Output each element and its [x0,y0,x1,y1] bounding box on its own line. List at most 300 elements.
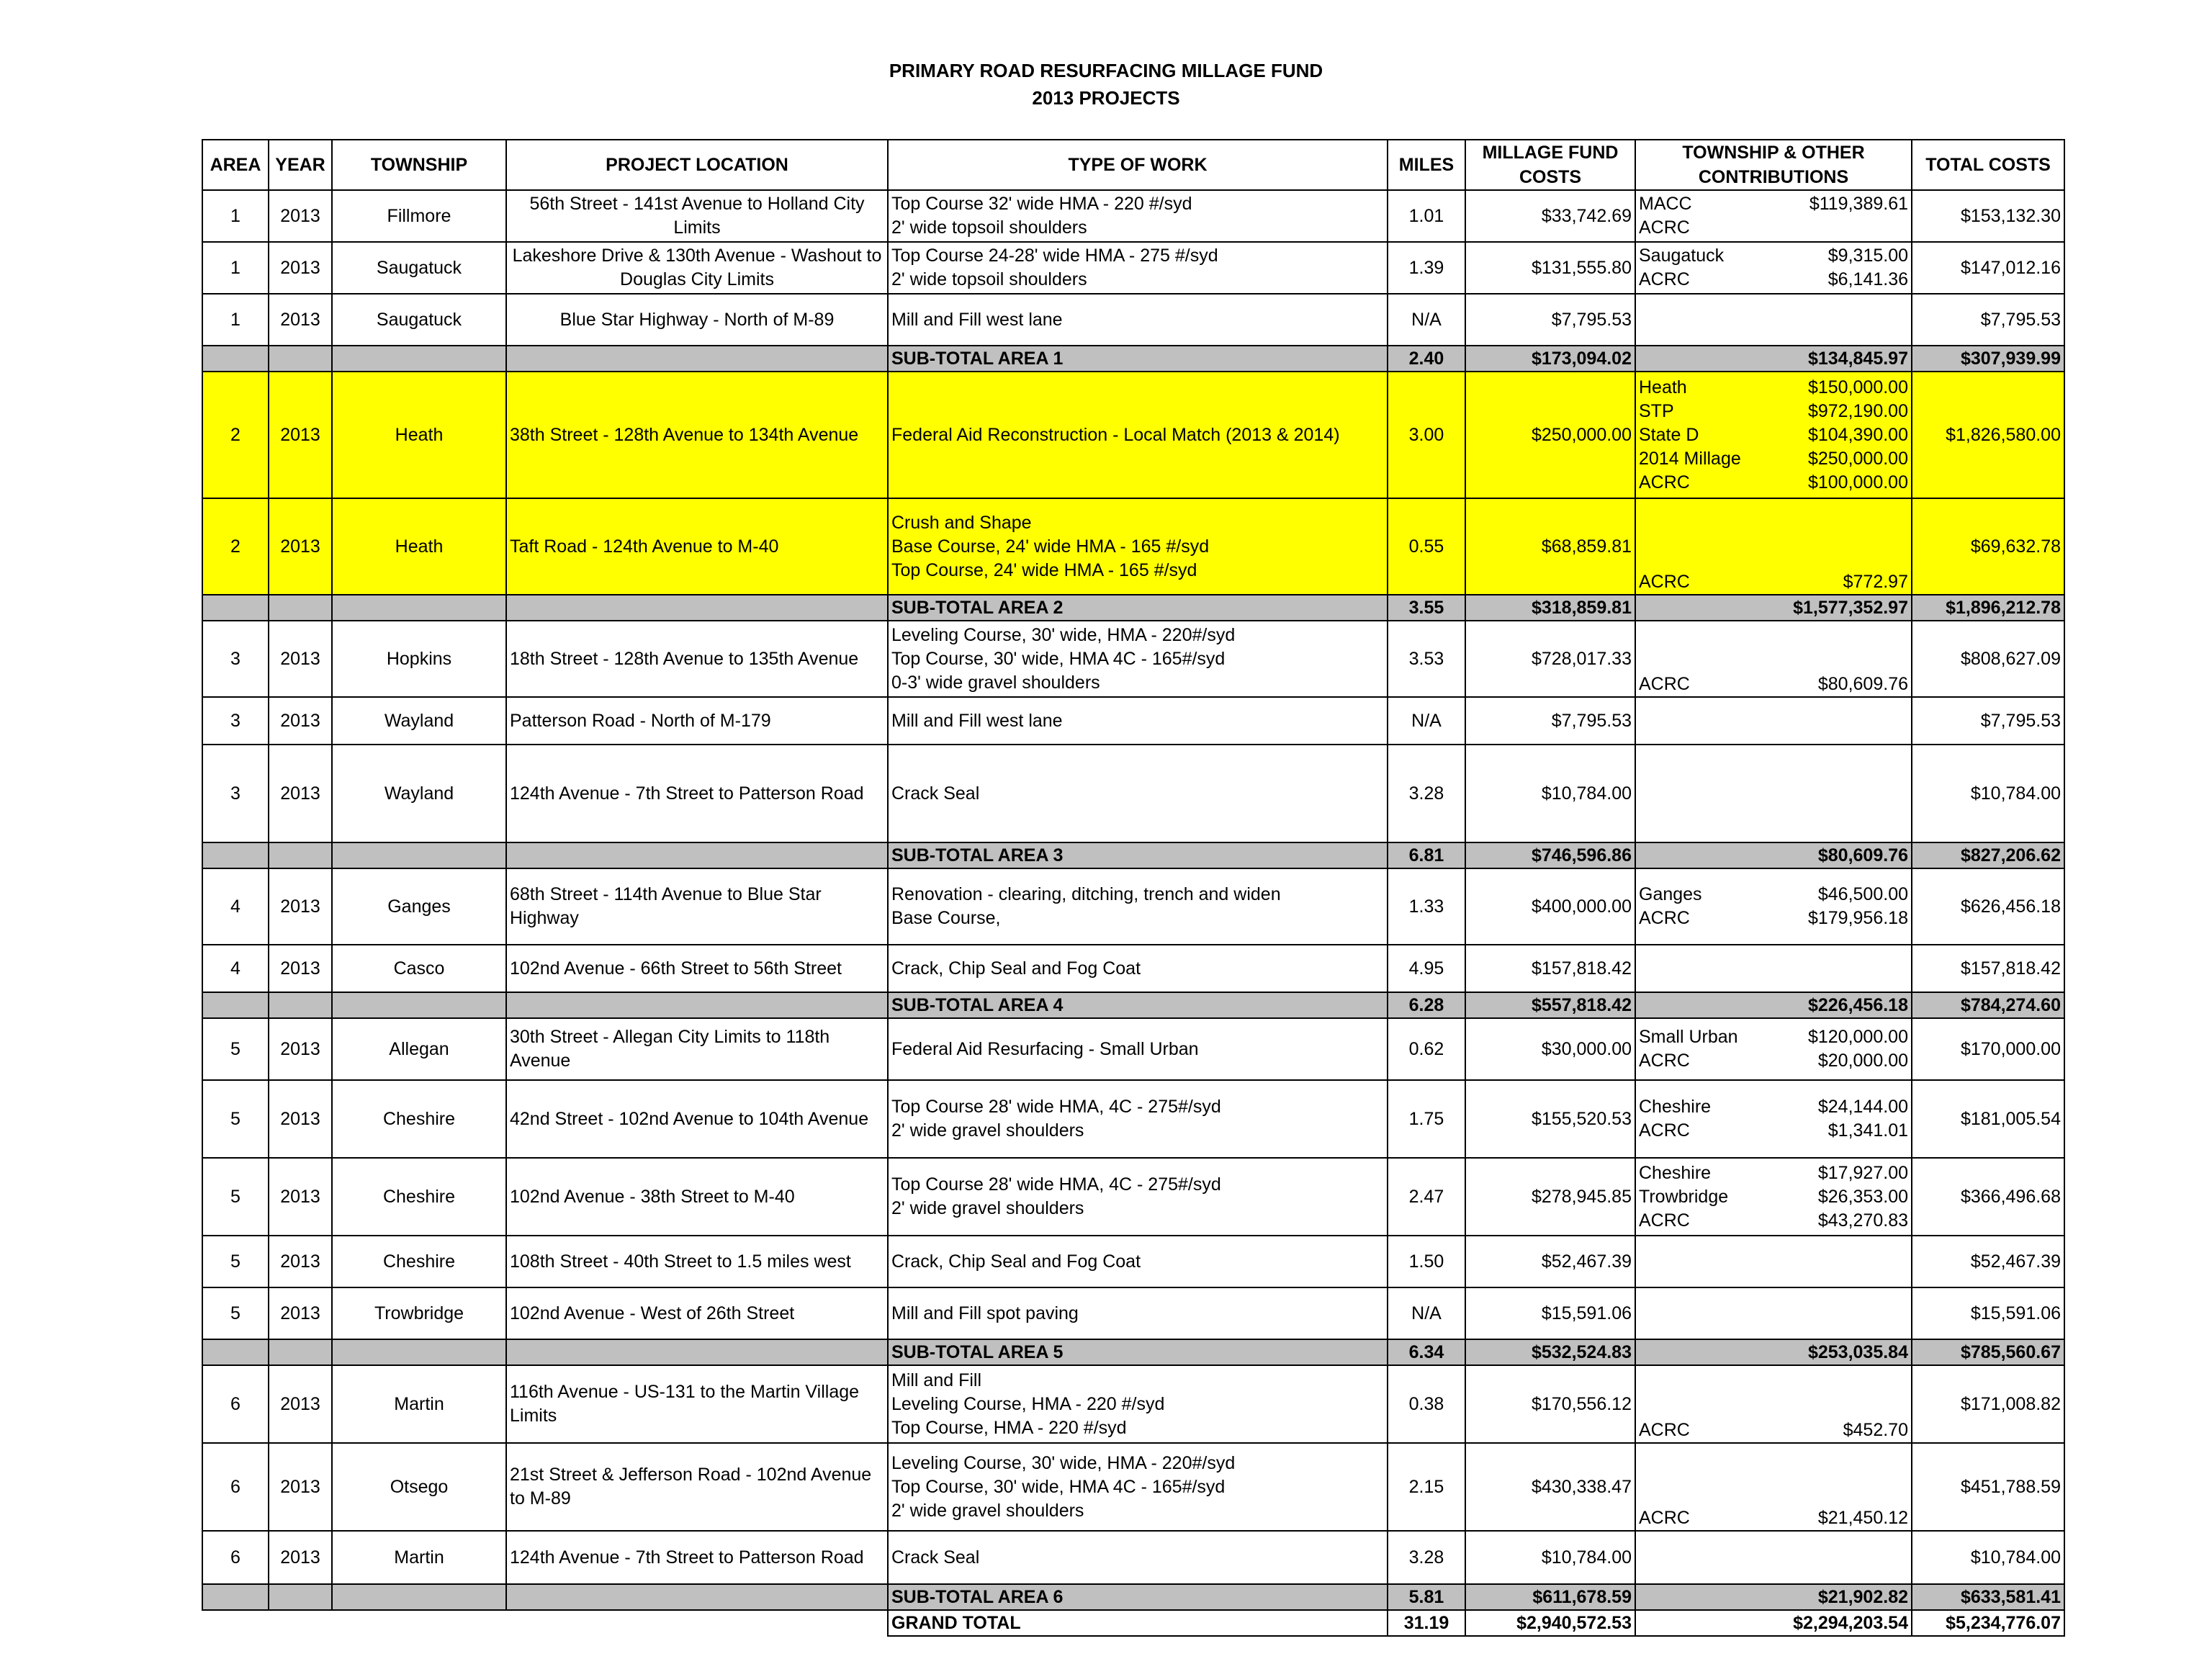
table-header-row [202,140,2064,190]
miles-cell: 1.33 [1388,868,1465,945]
project-row [202,372,2064,498]
empty-cell [506,842,888,868]
total-cost-cell: $1,826,580.00 [1912,372,2064,498]
work-line: Crack, Chip Seal and Fog Coat [891,1251,1141,1272]
miles-cell: 0.62 [1388,1018,1465,1080]
millage-cost-cell: $15,591.06 [1465,1287,1635,1339]
work-line: Crush and Shape [891,512,1032,533]
contribution-amount: $21,450.12 [1817,1508,1908,1528]
work-line: Leveling Course, 30' wide, HMA - 220#/syd [891,1452,1236,1473]
type-of-work-cell [888,498,1388,595]
millage-cost-cell: $68,859.81 [1465,498,1635,595]
contribution-amount: $772.97 [1843,572,1908,592]
contributor-name: ACRC [1639,217,1690,238]
year-cell: 2013 [269,190,332,242]
contributor-name: ACRC [1639,1210,1690,1231]
miles-cell: 0.55 [1388,498,1465,595]
type-of-work-cell [888,621,1388,697]
subtotal-row [202,1584,2064,1610]
work-line: Top Course, 24' wide HMA - 165 #/syd [891,559,1197,580]
subtotal-total: $827,206.62 [1912,842,2064,868]
contributions-cell [1635,372,1912,498]
subtotal-label: SUB-TOTAL AREA 2 [888,595,1388,621]
township-cell: Cheshire [332,1236,506,1287]
township-cell: Martin [332,1531,506,1584]
contribution-amount: $20,000.00 [1817,1051,1908,1071]
area-cell: 1 [202,242,269,294]
total-cost-cell: $15,591.06 [1912,1287,2064,1339]
subtotal-label: SUB-TOTAL AREA 5 [888,1339,1388,1365]
header-project-location: PROJECT LOCATION [506,140,888,190]
project-row [202,1236,2064,1287]
empty-cell [202,842,269,868]
miles-cell: N/A [1388,294,1465,346]
header-millage-line2: COSTS [1519,167,1582,187]
work-line: 2' wide gravel shoulders [891,1500,1084,1521]
work-line: 2' wide gravel shoulders [891,1198,1084,1218]
work-line: Top Course 28' wide HMA, 4C - 275#/syd [891,1097,1221,1117]
project-location-cell: Lakeshore Drive & 130th Avenue - Washout to Douglas City Limits [506,242,888,294]
millage-cost-cell: $400,000.00 [1465,868,1635,945]
project-location-cell: 116th Avenue - US-131 to the Martin Village Limits [506,1365,888,1443]
work-line: 2' wide topsoil shoulders [891,217,1087,238]
millage-cost-cell: $33,742.69 [1465,190,1635,242]
total-cost-cell: $626,456.18 [1912,868,2064,945]
subtotal-total: $785,560.67 [1912,1339,2064,1365]
total-cost-cell: $153,132.30 [1912,190,2064,242]
work-line: Top Course 28' wide HMA, 4C - 275#/syd [891,1174,1221,1195]
work-line: Top Course, 30' wide, HMA 4C - 165#/syd [891,1476,1226,1497]
contribution-line [1639,883,1908,907]
work-line: Federal Aid Resurfacing - Small Urban [891,1038,1199,1059]
contributor-name: Small Urban [1639,1027,1738,1047]
grand-total-costs: $5,234,776.07 [1912,1610,2064,1636]
project-location-cell: Blue Star Highway - North of M-89 [506,294,888,346]
contribution-amount: $179,956.18 [1807,908,1908,928]
subtotal-label: SUB-TOTAL AREA 1 [888,346,1388,372]
area-cell: 5 [202,1236,269,1287]
township-cell: Allegan [332,1018,506,1080]
miles-cell: 3.00 [1388,372,1465,498]
header-millage-line1: MILLAGE FUND [1482,143,1619,163]
subtotal-total: $633,581.41 [1912,1584,2064,1610]
contributor-name: ACRC [1639,1051,1690,1071]
project-row [202,294,2064,346]
subtotal-contributions: $134,845.97 [1635,346,1912,372]
empty-cell [506,595,888,621]
subtotal-miles: 5.81 [1388,1584,1465,1610]
empty-cell [332,1339,506,1365]
total-cost-cell: $808,627.09 [1912,621,2064,697]
area-cell: 6 [202,1531,269,1584]
miles-cell: 1.50 [1388,1236,1465,1287]
contributor-name: 2014 Millage [1639,448,1741,469]
contributions-cell [1635,697,1912,745]
contribution-amount: $43,270.83 [1817,1210,1908,1231]
header-type-of-work: TYPE OF WORK [888,140,1388,190]
contribution-line [1639,471,1908,495]
millage-cost-cell: $7,795.53 [1465,294,1635,346]
project-location-cell: Patterson Road - North of M-179 [506,697,888,745]
contributor-name: Ganges [1639,884,1702,904]
contributor-name: ACRC [1639,1420,1690,1440]
empty-cell [269,1339,332,1365]
total-cost-cell: $7,795.53 [1912,697,2064,745]
millage-cost-cell: $7,795.53 [1465,697,1635,745]
area-cell: 2 [202,372,269,498]
project-row [202,498,2064,595]
total-cost-cell: $147,012.16 [1912,242,2064,294]
project-row [202,868,2064,945]
empty-cell [269,992,332,1018]
empty-cell [332,1584,506,1610]
total-cost-cell: $7,795.53 [1912,294,2064,346]
grand-total-label: GRAND TOTAL [888,1610,1388,1636]
miles-cell: 3.28 [1388,1531,1465,1584]
year-cell: 2013 [269,498,332,595]
contribution-amount: $17,927.00 [1817,1162,1908,1183]
header-contrib-line1: TOWNSHIP & OTHER [1682,143,1865,163]
millage-cost-cell: $52,467.39 [1465,1236,1635,1287]
area-cell: 6 [202,1365,269,1443]
project-location-cell: 18th Street - 128th Avenue to 135th Avenue [506,621,888,697]
contribution-line [1639,192,1908,216]
project-location-cell: 30th Street - Allegan City Limits to 118th Avenue [506,1018,888,1080]
millage-cost-cell: $170,556.12 [1465,1365,1635,1443]
year-cell: 2013 [269,1287,332,1339]
header-township: TOWNSHIP [332,140,506,190]
millage-cost-cell: $10,784.00 [1465,745,1635,842]
area-cell: 5 [202,1080,269,1158]
type-of-work-cell [888,697,1388,745]
miles-cell: 0.38 [1388,1365,1465,1443]
contributor-name: ACRC [1639,472,1690,493]
year-cell: 2013 [269,1018,332,1080]
contributions-cell [1635,1080,1912,1158]
type-of-work-cell [888,242,1388,294]
empty-cell [202,346,269,372]
work-line: 0-3' wide gravel shoulders [891,672,1100,693]
township-cell: Wayland [332,697,506,745]
contribution-line [1639,1025,1908,1049]
document-title: PRIMARY ROAD RESURFACING MILLAGE FUND [889,60,1323,81]
empty-cell [269,595,332,621]
millage-cost-cell: $728,017.33 [1465,621,1635,697]
type-of-work-cell [888,294,1388,346]
year-cell: 2013 [269,1080,332,1158]
project-location-cell: Taft Road - 124th Avenue to M-40 [506,498,888,595]
subtotal-row [202,595,2064,621]
grand-total-millage: $2,940,572.53 [1465,1610,1635,1636]
project-row [202,190,2064,242]
contribution-line [1639,1161,1908,1185]
work-line: Crack Seal [891,783,980,804]
contributor-name: ACRC [1639,572,1690,592]
contributor-name: ACRC [1639,1120,1690,1141]
subtotal-contributions: $253,035.84 [1635,1339,1912,1365]
table-body [202,190,2064,1636]
project-location-cell: 21st Street & Jefferson Road - 102nd Avenue to M-89 [506,1443,888,1531]
township-cell: Hopkins [332,621,506,697]
millage-cost-cell: $430,338.47 [1465,1443,1635,1531]
contributions-cell [1635,1018,1912,1080]
total-cost-cell: $451,788.59 [1912,1443,2064,1531]
empty-cell [332,595,506,621]
project-row [202,1018,2064,1080]
type-of-work-cell [888,190,1388,242]
contributor-name: ACRC [1639,1508,1690,1528]
project-row [202,1080,2064,1158]
subtotal-miles: 6.34 [1388,1339,1465,1365]
contribution-amount: $104,390.00 [1807,424,1908,445]
contributions-cell [1635,242,1912,294]
contributions-cell [1635,621,1912,697]
type-of-work-cell [888,1365,1388,1443]
contributor-name: MACC [1639,194,1692,214]
empty-cell [506,1339,888,1365]
township-cell: Casco [332,945,506,992]
township-cell: Wayland [332,745,506,842]
header-millage-fund-costs [1465,140,1635,190]
total-cost-cell: $52,467.39 [1912,1236,2064,1287]
area-cell: 5 [202,1158,269,1236]
grand-total-contributions: $2,294,203.54 [1635,1610,1912,1636]
project-location-cell: 102nd Avenue - 66th Street to 56th Street [506,945,888,992]
type-of-work-cell [888,1158,1388,1236]
area-cell: 6 [202,1443,269,1531]
project-location-cell: 124th Avenue - 7th Street to Patterson Road [506,745,888,842]
contribution-amount: $120,000.00 [1807,1027,1908,1047]
contribution-line [1639,673,1908,696]
work-line: Renovation - clearing, ditching, trench and widen [891,884,1281,904]
year-cell: 2013 [269,1443,332,1531]
project-location-cell: 124th Avenue - 7th Street to Patterson Road [506,1531,888,1584]
total-cost-cell: $181,005.54 [1912,1080,2064,1158]
area-cell: 4 [202,945,269,992]
contribution-line [1639,244,1908,268]
contribution-line [1639,1506,1908,1530]
contributions-cell [1635,1158,1912,1236]
area-cell: 1 [202,190,269,242]
header-area: AREA [202,140,269,190]
subtotal-millage: $611,678.59 [1465,1584,1635,1610]
total-cost-cell: $366,496.68 [1912,1158,2064,1236]
work-line: Mill and Fill spot paving [891,1303,1079,1323]
subtotal-row [202,992,2064,1018]
work-line: Leveling Course, 30' wide, HMA - 220#/syd [891,624,1236,645]
project-location-cell: 68th Street - 114th Avenue to Blue Star Highway [506,868,888,945]
millage-cost-cell: $155,520.53 [1465,1080,1635,1158]
empty-cell [332,1610,506,1636]
work-line: Crack, Chip Seal and Fog Coat [891,958,1141,979]
empty-cell [202,1610,269,1636]
work-line: Mill and Fill [891,1370,982,1390]
year-cell: 2013 [269,1158,332,1236]
contributor-name: Cheshire [1639,1097,1712,1117]
project-row [202,1287,2064,1339]
total-cost-cell: $157,818.42 [1912,945,2064,992]
project-row [202,1365,2064,1443]
contributions-cell [1635,945,1912,992]
work-line: Top Course, 30' wide, HMA 4C - 165#/syd [891,648,1226,669]
contribution-line [1639,268,1908,292]
work-line: Base Course, [891,908,1001,928]
miles-cell: 3.28 [1388,745,1465,842]
type-of-work-cell [888,745,1388,842]
township-cell: Heath [332,498,506,595]
area-cell: 5 [202,1018,269,1080]
miles-cell: 3.53 [1388,621,1465,697]
project-location-cell: 42nd Street - 102nd Avenue to 104th Avenue [506,1080,888,1158]
millage-cost-cell: $157,818.42 [1465,945,1635,992]
empty-cell [332,346,506,372]
empty-cell [269,1584,332,1610]
subtotal-miles: 6.28 [1388,992,1465,1018]
subtotal-row [202,842,2064,868]
year-cell: 2013 [269,697,332,745]
subtotal-contributions: $21,902.82 [1635,1584,1912,1610]
contribution-amount: $80,609.76 [1817,674,1908,694]
project-location-cell: 108th Street - 40th Street to 1.5 miles west [506,1236,888,1287]
contributor-name: Saugatuck [1639,246,1725,266]
contribution-line [1639,1095,1908,1119]
township-cell: Cheshire [332,1158,506,1236]
contribution-amount: $1,341.01 [1827,1120,1908,1141]
empty-cell [332,992,506,1018]
header-contrib-line2: CONTRIBUTIONS [1698,167,1849,187]
miles-cell: N/A [1388,697,1465,745]
subtotal-contributions: $226,456.18 [1635,992,1912,1018]
township-cell: Heath [332,372,506,498]
contribution-amount: $452.70 [1843,1420,1908,1440]
header-year: YEAR [269,140,332,190]
empty-cell [506,992,888,1018]
contribution-line [1639,423,1908,447]
area-cell: 3 [202,745,269,842]
year-cell: 2013 [269,242,332,294]
subtotal-miles: 3.55 [1388,595,1465,621]
subtotal-contributions: $80,609.76 [1635,842,1912,868]
contribution-line [1639,376,1908,400]
subtotal-millage: $318,859.81 [1465,595,1635,621]
project-location-cell: 56th Street - 141st Avenue to Holland City Limits [506,190,888,242]
subtotal-row [202,346,2064,372]
type-of-work-cell [888,868,1388,945]
area-cell: 3 [202,697,269,745]
contribution-line [1639,907,1908,930]
work-line: 2' wide gravel shoulders [891,1120,1084,1141]
subtotal-miles: 6.81 [1388,842,1465,868]
contributor-name: ACRC [1639,908,1690,928]
contribution-line [1639,1119,1908,1143]
contributions-cell [1635,294,1912,346]
township-cell: Martin [332,1365,506,1443]
township-cell: Ganges [332,868,506,945]
township-cell: Otsego [332,1443,506,1531]
township-cell: Trowbridge [332,1287,506,1339]
miles-cell: N/A [1388,1287,1465,1339]
document-subtitle: 2013 PROJECTS [1032,87,1180,109]
subtotal-millage: $557,818.42 [1465,992,1635,1018]
contributor-name: Cheshire [1639,1162,1712,1183]
project-row [202,1158,2064,1236]
empty-cell [202,992,269,1018]
work-line: Federal Aid Reconstruction - Local Match (2013 & 2014) [891,424,1340,445]
empty-cell [269,1610,332,1636]
contributions-cell [1635,745,1912,842]
grand-total-miles: 31.19 [1388,1610,1465,1636]
contributor-name: ACRC [1639,269,1690,289]
township-cell: Saugatuck [332,294,506,346]
project-row [202,242,2064,294]
contribution-amount: $250,000.00 [1807,448,1908,469]
miles-cell: 1.75 [1388,1080,1465,1158]
township-cell: Saugatuck [332,242,506,294]
contribution-line [1639,570,1908,594]
area-cell: 1 [202,294,269,346]
millage-cost-cell: $30,000.00 [1465,1018,1635,1080]
grand-total-row [202,1610,2064,1636]
total-cost-cell: $10,784.00 [1912,745,2064,842]
year-cell: 2013 [269,621,332,697]
contributor-name: STP [1639,400,1674,421]
township-cell: Fillmore [332,190,506,242]
year-cell: 2013 [269,745,332,842]
contributions-cell [1635,1236,1912,1287]
contribution-amount: $972,190.00 [1807,400,1908,421]
contribution-line [1639,447,1908,471]
area-cell: 3 [202,621,269,697]
empty-cell [506,1584,888,1610]
miles-cell: 1.39 [1388,242,1465,294]
contributions-cell [1635,1531,1912,1584]
type-of-work-cell [888,1080,1388,1158]
miles-cell: 2.15 [1388,1443,1465,1531]
millage-cost-cell: $250,000.00 [1465,372,1635,498]
total-cost-cell: $10,784.00 [1912,1531,2064,1584]
project-location-cell: 38th Street - 128th Avenue to 134th Avenue [506,372,888,498]
type-of-work-cell [888,1443,1388,1531]
miles-cell: 1.01 [1388,190,1465,242]
header-contributions [1635,140,1912,190]
empty-cell [202,1339,269,1365]
projects-table [202,139,2065,1637]
subtotal-label: SUB-TOTAL AREA 6 [888,1584,1388,1610]
contributions-cell [1635,498,1912,595]
millage-cost-cell: $10,784.00 [1465,1531,1635,1584]
project-row [202,1531,2064,1584]
area-cell: 2 [202,498,269,595]
subtotal-miles: 2.40 [1388,346,1465,372]
project-location-cell: 102nd Avenue - 38th Street to M-40 [506,1158,888,1236]
subtotal-total: $307,939.99 [1912,346,2064,372]
year-cell: 2013 [269,1236,332,1287]
year-cell: 2013 [269,294,332,346]
empty-cell [202,595,269,621]
contribution-amount: $24,144.00 [1817,1097,1908,1117]
contributor-name: ACRC [1639,674,1690,694]
area-cell: 4 [202,868,269,945]
miles-cell: 4.95 [1388,945,1465,992]
miles-cell: 2.47 [1388,1158,1465,1236]
contribution-line [1639,1185,1908,1209]
contributions-cell [1635,868,1912,945]
type-of-work-cell [888,372,1388,498]
contributor-name: Trowbridge [1639,1186,1729,1207]
project-location-cell: 102nd Avenue - West of 26th Street [506,1287,888,1339]
millage-cost-cell: $131,555.80 [1465,242,1635,294]
year-cell: 2013 [269,945,332,992]
